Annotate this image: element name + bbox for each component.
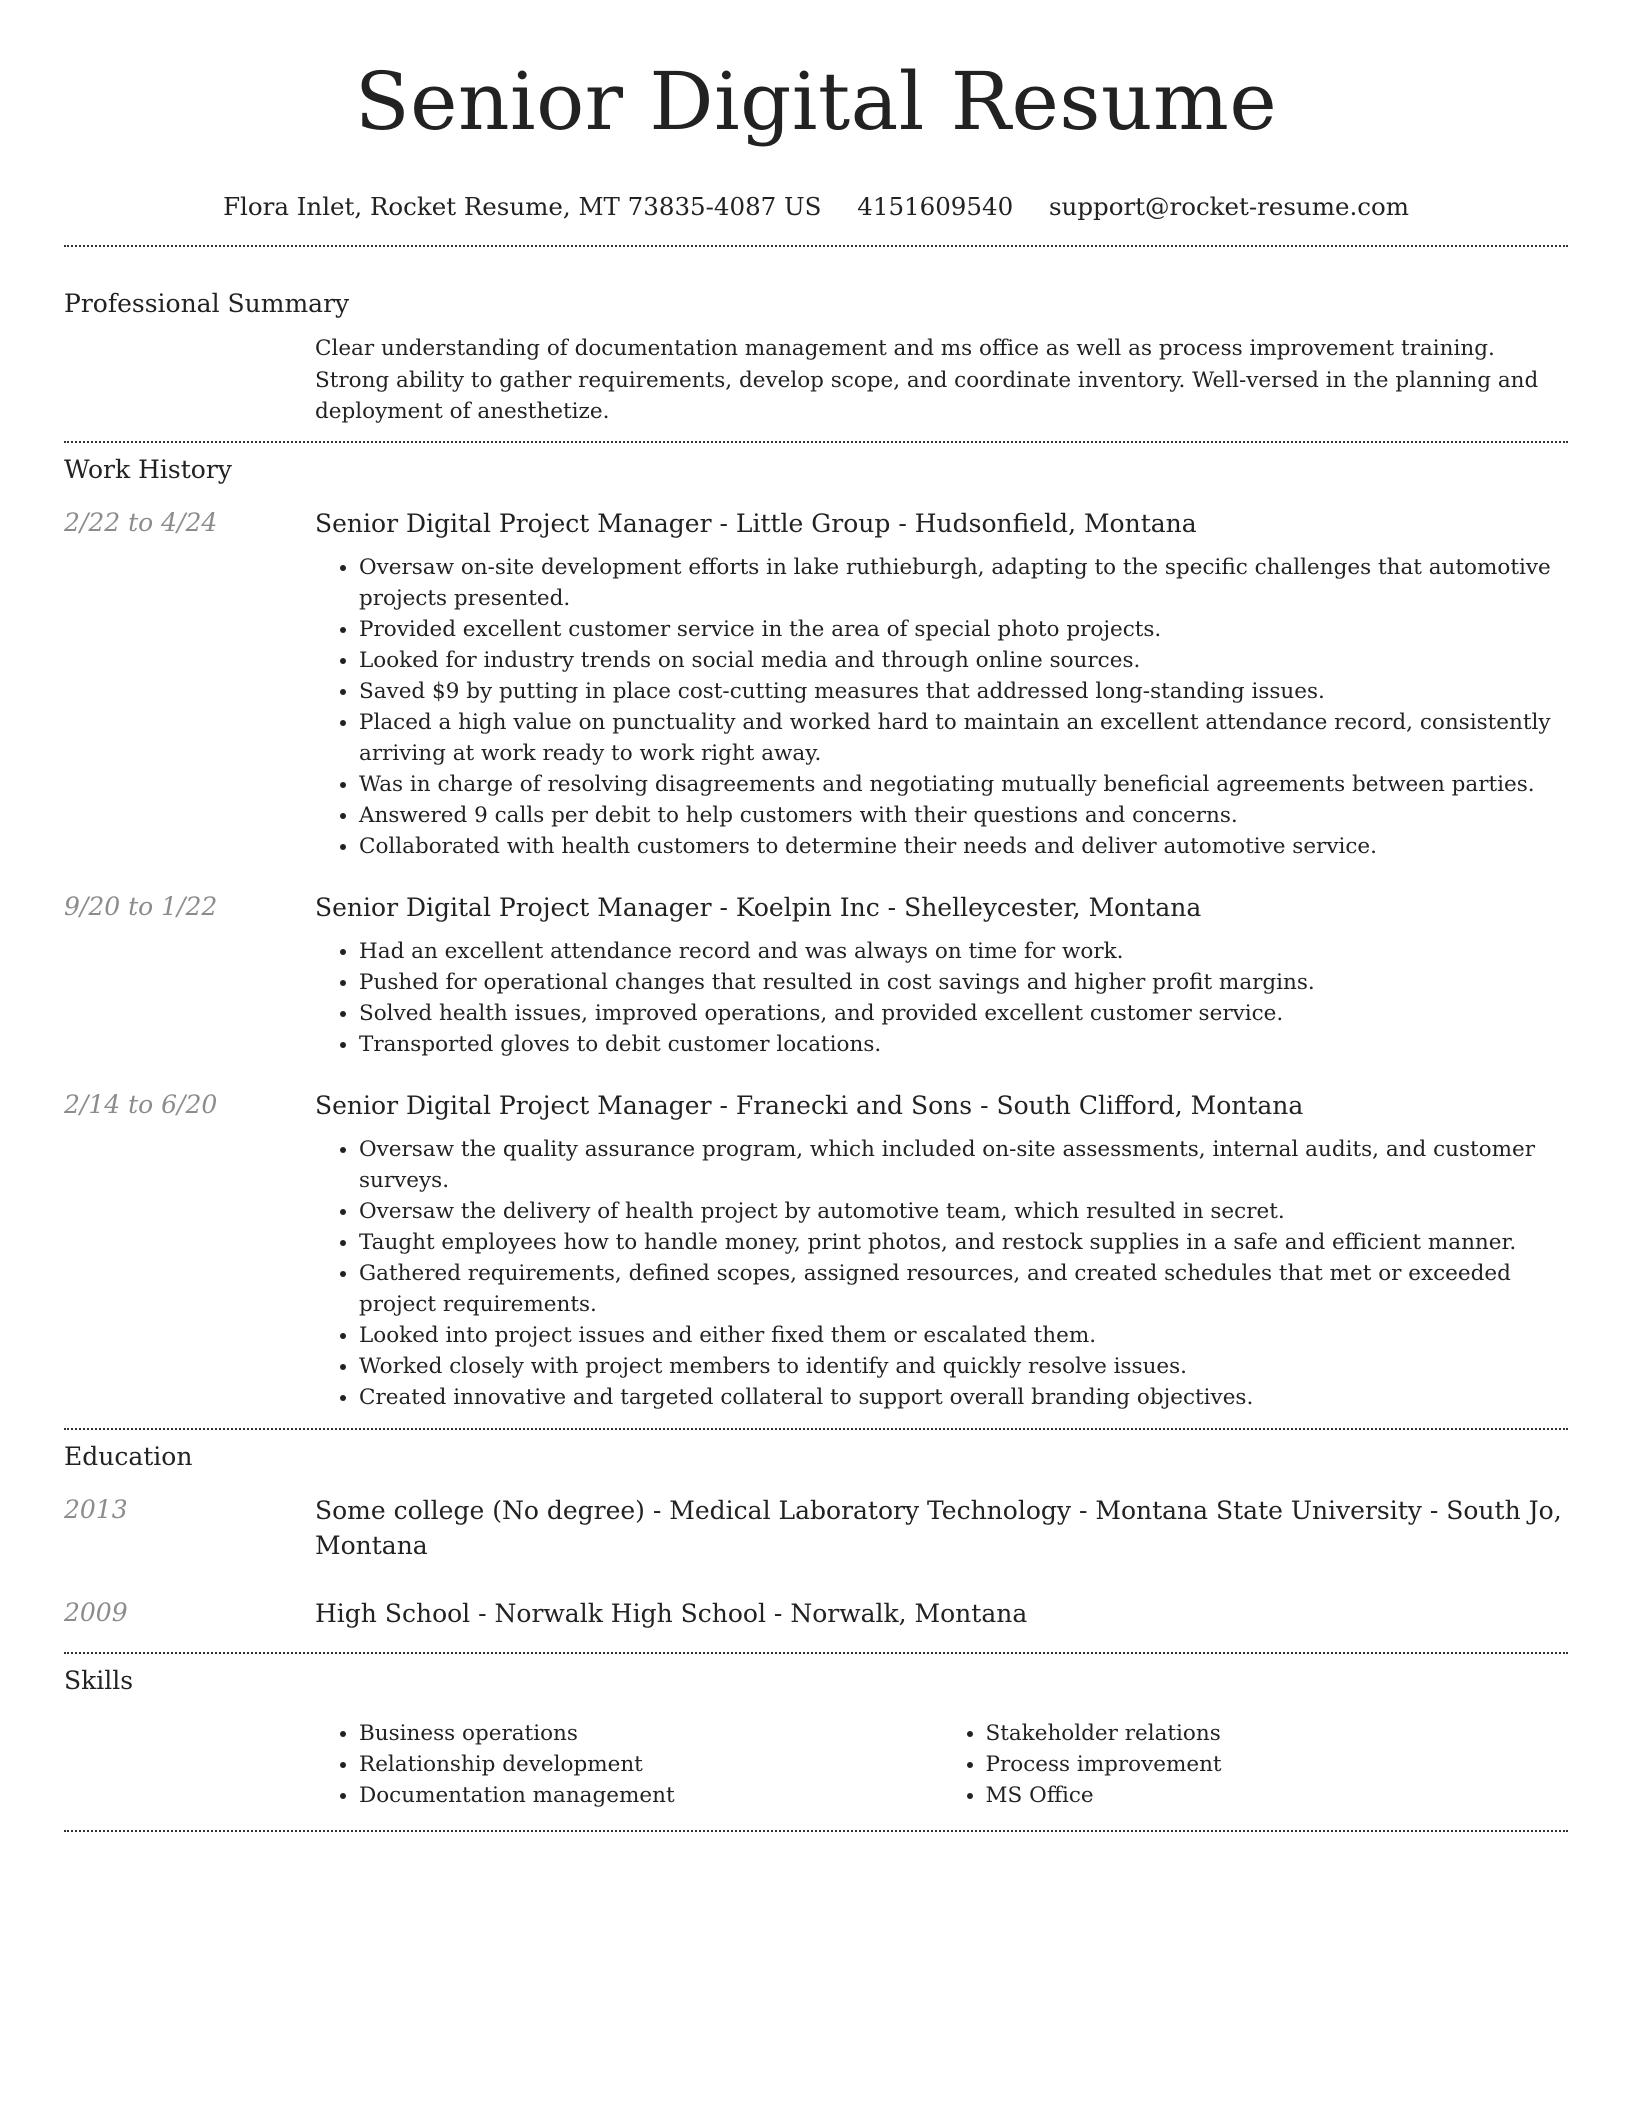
list-item: • Gathered requirements, defined scopes, assigned resources, and created schedules that met or exceeded project requirements. xyxy=(359,1258,1568,1320)
education-entry xyxy=(64,1596,1568,1631)
list-item: • Transported gloves to debit customer locations. xyxy=(359,1029,1568,1060)
job-entry xyxy=(64,1088,1568,1413)
contact-line xyxy=(64,190,1568,224)
divider xyxy=(64,1652,1568,1654)
job-entry xyxy=(64,506,1568,862)
list-item: • Looked for industry trends on social media and through online sources. xyxy=(359,645,1568,676)
list-item: • Answered 9 calls per debit to help customers with their questions and concerns. xyxy=(359,800,1568,831)
list-item: • Taught employees how to handle money, print photos, and restock supplies in a safe and efficient manner. xyxy=(359,1227,1568,1258)
job-bullets xyxy=(315,936,1568,1060)
contact-phone: 4151609540 xyxy=(857,192,1014,221)
education-title xyxy=(315,1493,1568,1563)
job-title: Senior Digital Project Manager - Koelpin Inc - Shelleycester, Montana xyxy=(315,892,1202,922)
education-entry xyxy=(64,1493,1568,1563)
list-item: • Oversaw the delivery of health project by automotive team, which resulted in secret. xyxy=(359,1196,1568,1227)
contact-email: support@rocket-resume.com xyxy=(1048,192,1409,221)
list-item: • Oversaw the quality assurance program, which included on-site assessments, internal audits, and customer surveys. xyxy=(359,1134,1568,1196)
contact-address: Flora Inlet, Rocket Resume, MT 73835-4087 US xyxy=(223,192,822,221)
education-year: 2009 xyxy=(64,1597,128,1627)
list-item: • Had an excellent attendance record and was always on time for work. xyxy=(359,936,1568,967)
list-item: • Worked closely with project members to identify and quickly resolve issues. xyxy=(359,1351,1568,1382)
resume-page xyxy=(64,0,1568,1832)
section-title-work: Work History xyxy=(64,454,232,484)
list-item: • Looked into project issues and either fixed them or escalated them. xyxy=(359,1320,1568,1351)
section-title-skills: Skills xyxy=(64,1665,134,1695)
summary-text: Clear understanding of documentation management and ms office as well as process improvement training. Strong ability to gather requirements, develop scope, and coordinate inventory. Well-versed in the planning and deployment of anesthetize. xyxy=(315,336,1539,424)
resume-name: Senior Digital Resume xyxy=(354,55,1278,148)
skills-column-right xyxy=(942,1718,1569,1811)
job-dates: 2/22 to 4/24 xyxy=(64,507,218,537)
skill-item: • Process improvement xyxy=(986,1749,1569,1780)
skill-item: • MS Office xyxy=(986,1780,1569,1811)
education-degree: High School xyxy=(315,1598,471,1628)
list-item: • Collaborated with health customers to determine their needs and deliver automotive service. xyxy=(359,831,1568,862)
list-item: • Pushed for operational changes that resulted in cost savings and higher profit margins. xyxy=(359,967,1568,998)
skill-item: • Documentation management xyxy=(359,1780,942,1811)
list-item: • Saved $9 by putting in place cost-cutting measures that addressed long-standing issues. xyxy=(359,676,1568,707)
education-degree: Some college (No degree) - Medical Laboratory Technology xyxy=(315,1495,1072,1525)
divider xyxy=(64,441,1568,443)
skill-item: • Relationship development xyxy=(359,1749,942,1780)
section-title-summary: Professional Summary xyxy=(64,289,350,318)
list-item: • Placed a high value on punctuality and worked hard to maintain an excellent attendance record, consistently arriving at work ready to work right away. xyxy=(359,707,1568,769)
skills-list xyxy=(315,1718,1568,1811)
job-bullets xyxy=(315,552,1568,862)
list-item: • Oversaw on-site development efforts in lake ruthieburgh, adapting to the specific challenges that automotive projects presented. xyxy=(359,552,1568,614)
divider xyxy=(64,1830,1568,1832)
job-bullets xyxy=(315,1134,1568,1413)
divider xyxy=(64,245,1568,247)
skills-column-left xyxy=(315,1718,942,1811)
skill-item: • Stakeholder relations xyxy=(986,1718,1569,1749)
job-title: Senior Digital Project Manager - Little Group - Hudsonfield, Montana xyxy=(315,508,1197,538)
job-dates: 2/14 to 6/20 xyxy=(64,1089,218,1119)
list-item: • Solved health issues, improved operations, and provided excellent customer service. xyxy=(359,998,1568,1029)
education-title xyxy=(315,1596,1568,1631)
job-title: Senior Digital Project Manager - Franecki and Sons - South Clifford, Montana xyxy=(315,1090,1304,1120)
list-item: • Was in charge of resolving disagreements and negotiating mutually beneficial agreements between parties. xyxy=(359,769,1568,800)
divider xyxy=(64,1428,1568,1430)
list-item: • Created innovative and targeted collateral to support overall branding objectives. xyxy=(359,1382,1568,1413)
education-school: - Norwalk High School - Norwalk, Montana xyxy=(470,1598,1028,1628)
education-year: 2013 xyxy=(64,1494,128,1524)
skill-item: • Business operations xyxy=(359,1718,942,1749)
job-dates: 9/20 to 1/22 xyxy=(64,891,218,921)
list-item: • Provided excellent customer service in the area of special photo projects. xyxy=(359,614,1568,645)
job-entry xyxy=(64,890,1568,1060)
section-title-education: Education xyxy=(64,1441,193,1471)
education-school: - Montana State University - South Jo, Montana xyxy=(315,1495,1562,1560)
